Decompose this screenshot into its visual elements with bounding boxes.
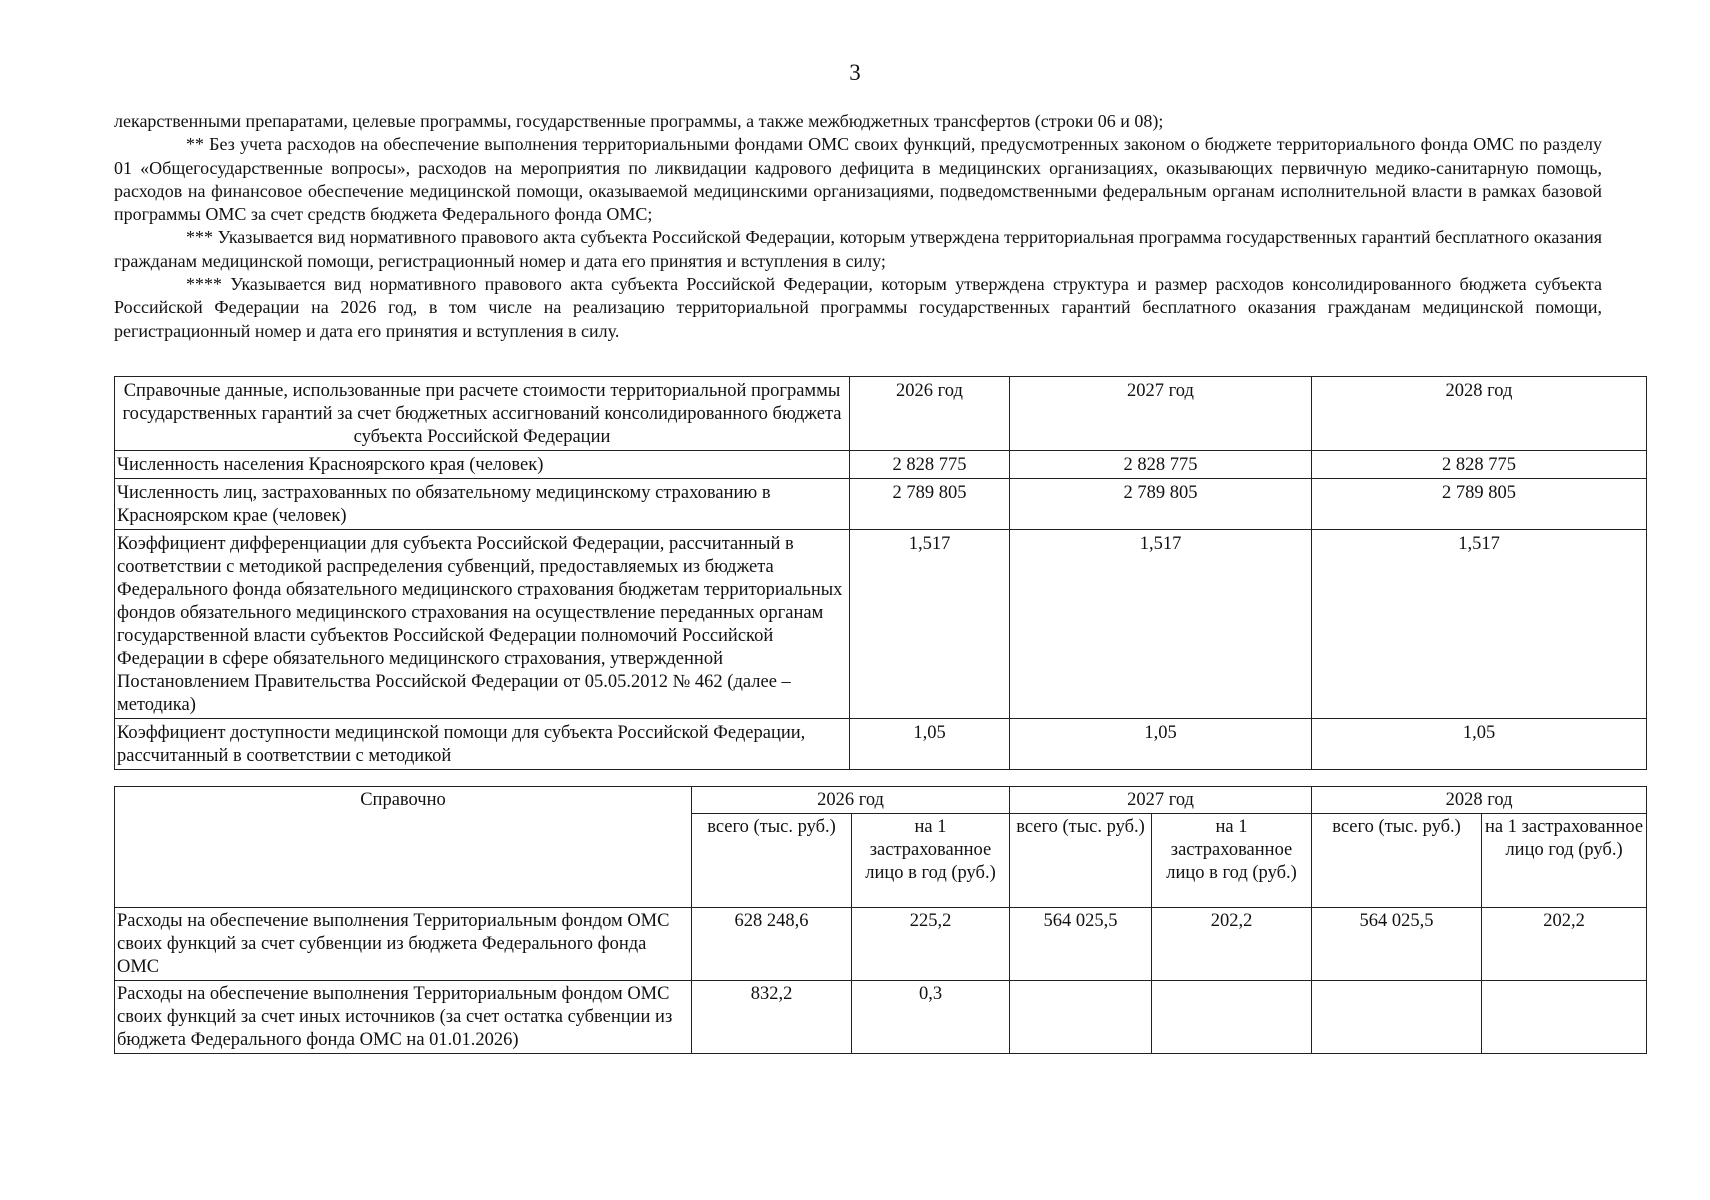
table-row <box>115 908 1647 981</box>
cell-value: 2 828 775 <box>1312 451 1647 479</box>
page-number: 3 <box>849 60 861 85</box>
cell-value <box>1010 981 1152 1054</box>
cell-value: 225,2 <box>852 908 1010 981</box>
cell-value: 2 789 805 <box>850 479 1010 530</box>
row-label: Расходы на обеспечение выполнения Территориальным фондом ОМС своих функций за счет субвенции из бюджета Федерального фонда ОМС <box>115 908 692 981</box>
row-label: Численность населения Красноярского края (человек) <box>115 451 850 479</box>
table-row <box>115 530 1647 719</box>
table-row <box>115 451 1647 479</box>
table-row <box>115 479 1647 530</box>
cell-value <box>1152 981 1312 1054</box>
reference-data-table <box>114 376 1647 770</box>
footnote-continuation: лекарственными препаратами, целевые программы, государственные программы, а также межбюджетных трансфертов (строки 06 и 08); <box>114 111 1164 131</box>
cell-value: 0,3 <box>852 981 1010 1054</box>
table-row <box>115 719 1647 770</box>
cell-value: 1,517 <box>1010 530 1312 719</box>
cell-value: 832,2 <box>692 981 852 1054</box>
header-year-2028: 2028 год <box>1312 377 1647 451</box>
cell-value: 628 248,6 <box>692 908 852 981</box>
footnote-2-stars: ** Без учета расходов на обеспечение выполнения территориальными фондами ОМС своих функций, предусмотренных законом о бюджете территориального фонда ОМС по разделу 01 «Общегосударственные вопросы», расходов на мероприятия по ликвидации кадрового дефицита в медицинских организациях, оказывающих первичную медико-санитарную помощь, расходов на финансовое обеспечение медицинской помощи, оказываемой медицинскими организациями, подведомственными федеральным органам исполнительной власти в рамках базовой программы ОМС за счет средств бюджета Федерального фонда ОМС; <box>114 134 1602 225</box>
cell-value: 564 025,5 <box>1312 908 1482 981</box>
cell-value: 1,517 <box>1312 530 1647 719</box>
cell-value: 2 828 775 <box>1010 451 1312 479</box>
cell-value: 1,05 <box>1010 719 1312 770</box>
footnote-3-stars: *** Указывается вид нормативного правового акта субъекта Российской Федерации, которым утверждена территориальная программа государственных гарантий бесплатного оказания гражданам медицинской помощи, регистрационный номер и дата его принятия и вступления в силу; <box>114 227 1602 271</box>
header-year-2026: 2026 год <box>692 787 1010 814</box>
footnote-4-stars: **** Указывается вид нормативного правового акта субъекта Российской Федерации, которым утверждена структура и размер расходов консолидированного бюджета субъекта Российской Федерации на 2026 год, в том числе на реализацию территориальной программы государственных гарантий бесплатного оказания гражданам медицинской помощи, регистрационный номер и дата его принятия и вступления в силу. <box>114 274 1602 341</box>
header-year-2027: 2027 год <box>1010 377 1312 451</box>
subheader-total: всего (тыс. руб.) <box>692 814 852 908</box>
header-year-2027: 2027 год <box>1010 787 1312 814</box>
cell-value: 564 025,5 <box>1010 908 1152 981</box>
cell-value: 202,2 <box>1482 908 1647 981</box>
cell-value: 2 789 805 <box>1312 479 1647 530</box>
header-year-2026: 2026 год <box>850 377 1010 451</box>
cell-value: 1,05 <box>1312 719 1647 770</box>
subheader-per-insured: на 1 застрахованное лицо в год (руб.) <box>852 814 1010 908</box>
subheader-per-insured: на 1 застрахованное лицо в год (руб.) <box>1152 814 1312 908</box>
row-label: Коэффициент доступности медицинской помощи для субъекта Российской Федерации, рассчитанный в соответствии с методикой <box>115 719 850 770</box>
cell-value: 1,05 <box>850 719 1010 770</box>
row-label: Коэффициент дифференциации для субъекта Российской Федерации, рассчитанный в соответствии с методикой распределения субвенций, предоставляемых из бюджета Федерального фонда обязательного медицинского страхования бюджетам территориальных фондов обязательного медицинского страхования на осуществление переданных органам государственной власти субъектов Российской Федерации полномочий Российской Федерации в сфере обязательного медицинского страхования, утвержденной Постановлением Правительства Российской Федерации от 05.05.2012 № 462 (далее – методика) <box>115 530 850 719</box>
table-header-row <box>115 377 1647 451</box>
subheader-total: всего (тыс. руб.) <box>1312 814 1482 908</box>
cell-value <box>1482 981 1647 1054</box>
row-label: Численность лиц, застрахованных по обязательному медицинскому страхованию в Красноярском крае (человек) <box>115 479 850 530</box>
header-year-2028: 2028 год <box>1312 787 1647 814</box>
table-header-row <box>115 787 1647 814</box>
header-label: Справочные данные, использованные при расчете стоимости территориальной программы государственных гарантий за счет бюджетных ассигнований консолидированного бюджета субъекта Российской Федерации <box>115 377 850 451</box>
table-row <box>115 981 1647 1054</box>
row-label: Расходы на обеспечение выполнения Территориальным фондом ОМС своих функций за счет иных источников (за счет остатка субвенции из бюджета Федерального фонда ОМС на 01.01.2026) <box>115 981 692 1054</box>
expenses-reference-table <box>114 786 1647 1054</box>
cell-value: 2 789 805 <box>1010 479 1312 530</box>
header-label: Справочно <box>115 787 692 908</box>
cell-value <box>1312 981 1482 1054</box>
cell-value: 202,2 <box>1152 908 1312 981</box>
cell-value: 2 828 775 <box>850 451 1010 479</box>
subheader-per-insured: на 1 застрахованное лицо год (руб.) <box>1482 814 1647 908</box>
footnotes <box>114 110 1602 343</box>
subheader-total: всего (тыс. руб.) <box>1010 814 1152 908</box>
cell-value: 1,517 <box>850 530 1010 719</box>
